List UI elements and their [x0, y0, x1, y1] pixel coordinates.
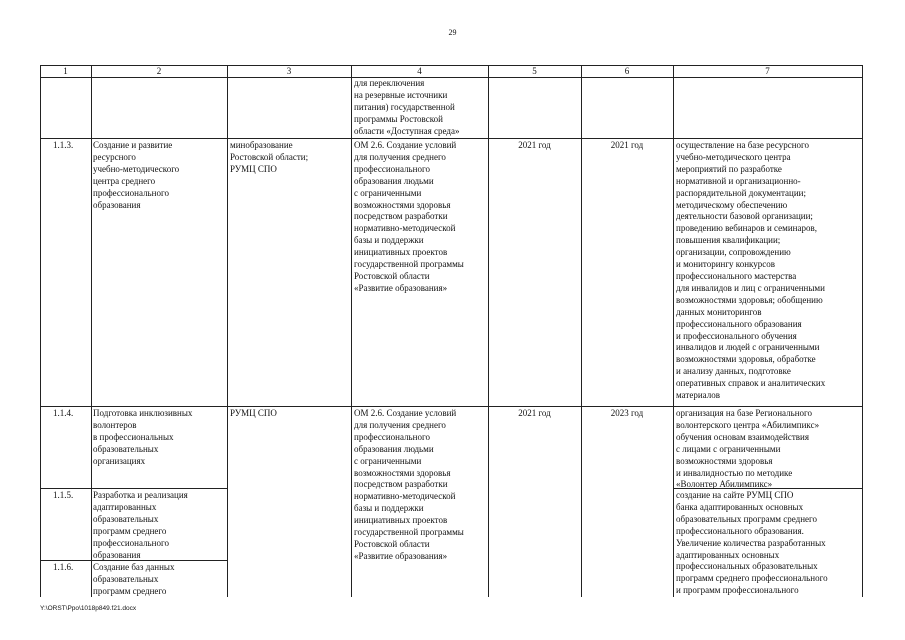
- row-114-result: организация на базе Регионального волонтерского центра «Абилимпикс» обучения основам взаимодействия с лицами с ограниченными возможностями здоровья и инвалидностью по методике «Волонтер Абилимпикс»: [676, 408, 820, 490]
- grid-line: [40, 488, 227, 489]
- grid-line: [862, 65, 863, 597]
- header-col-1: 1: [63, 66, 68, 76]
- row-113-program: ОМ 2.6. Создание условий для получения среднего профессионального образования людьми с ограниченными возможностями здоровья посредством разработки нормативно-методической базы и поддержки инициативных проектов государственной программы Ростовской области «Развитие образования»: [354, 140, 464, 293]
- header-col-4: 4: [417, 66, 422, 76]
- grid-line: [40, 65, 41, 597]
- row-114-number: 1.1.4.: [53, 408, 74, 418]
- row-115-name: Разработка и реализация адаптированных образовательных программ среднего профессионального образования: [93, 490, 188, 560]
- row-113-name: Создание и развитие ресурсного учебно-методического центра среднего профессионального образования: [93, 140, 180, 210]
- page-number: 29: [448, 28, 457, 37]
- row-113-start: 2021 год: [518, 140, 551, 150]
- header-col-5: 5: [532, 66, 537, 76]
- row-114-name: Подготовка инклюзивных волонтеров в профессиональных образовательных организациях: [93, 408, 193, 466]
- grid-line: [40, 406, 863, 407]
- header-col-2: 2: [156, 66, 162, 76]
- row-113-number: 1.1.3.: [53, 140, 74, 150]
- row-115-result: создание на сайте РУМЦ СПО банка адаптированных основных образовательных программ среднего профессионального образования. Увеличение количества разработанных адаптированных основных профессиональных образовательных программ среднего профессионального и программ профессионального: [676, 490, 828, 596]
- grid-line: [351, 65, 352, 597]
- header-col-6: 6: [624, 66, 630, 76]
- header-col-7: 7: [765, 66, 770, 76]
- row-116-name: Создание баз данных образовательных программ среднего: [93, 562, 175, 596]
- header-col-3: 3: [286, 66, 292, 76]
- file-path-footer: Y:\ORST\Ppo\1018p849.f21.docx: [40, 605, 137, 612]
- row-113-result: осуществление на базе ресурсного учебно-методического центра мероприятий по разработке нормативной и организационно- распорядительной документации; методическому обеспечению деятельности базовой организации; проведению вебинаров и семинаров, повышения квалификации; организации, сопровождению и мониторингу конкурсов профессионального мастерства для инвалидов и лиц с ограниченными возможностями здоровья; обобщению данных мониторингов профессионального образования и профессионального обучения инвалидов и людей с ограниченными возможностями здоровья, обработке и анализу данных, подготовке оперативных справок и аналитических материалов: [676, 140, 826, 401]
- grid-line: [673, 65, 674, 597]
- grid-line: [227, 65, 228, 597]
- grid-line: [91, 65, 92, 597]
- row-114-end: 2023 год: [610, 408, 644, 418]
- row-113-end: 2021 год: [610, 140, 644, 150]
- row-116-number: 1.1.6.: [53, 562, 74, 572]
- row-114-executor: РУМЦ СПО: [230, 408, 277, 418]
- grid-line: [40, 138, 863, 139]
- cont-row-program: для переключения на резервные источники питания) государственной программы Ростовской области «Доступная среда»: [354, 78, 460, 136]
- row-115-number: 1.1.5.: [53, 490, 74, 500]
- row-114-start: 2021 год: [518, 408, 551, 418]
- row-114-program: ОМ 2.6. Создание условий для получения среднего профессионального образования людьми с ограниченными возможностями здоровья посредством разработки нормативно-методической базы и поддержки инициативных проектов государственной программы Ростовской области «Развитие образования»: [354, 408, 464, 561]
- row-113-executor: минобразование Ростовской области; РУМЦ СПО: [230, 140, 309, 174]
